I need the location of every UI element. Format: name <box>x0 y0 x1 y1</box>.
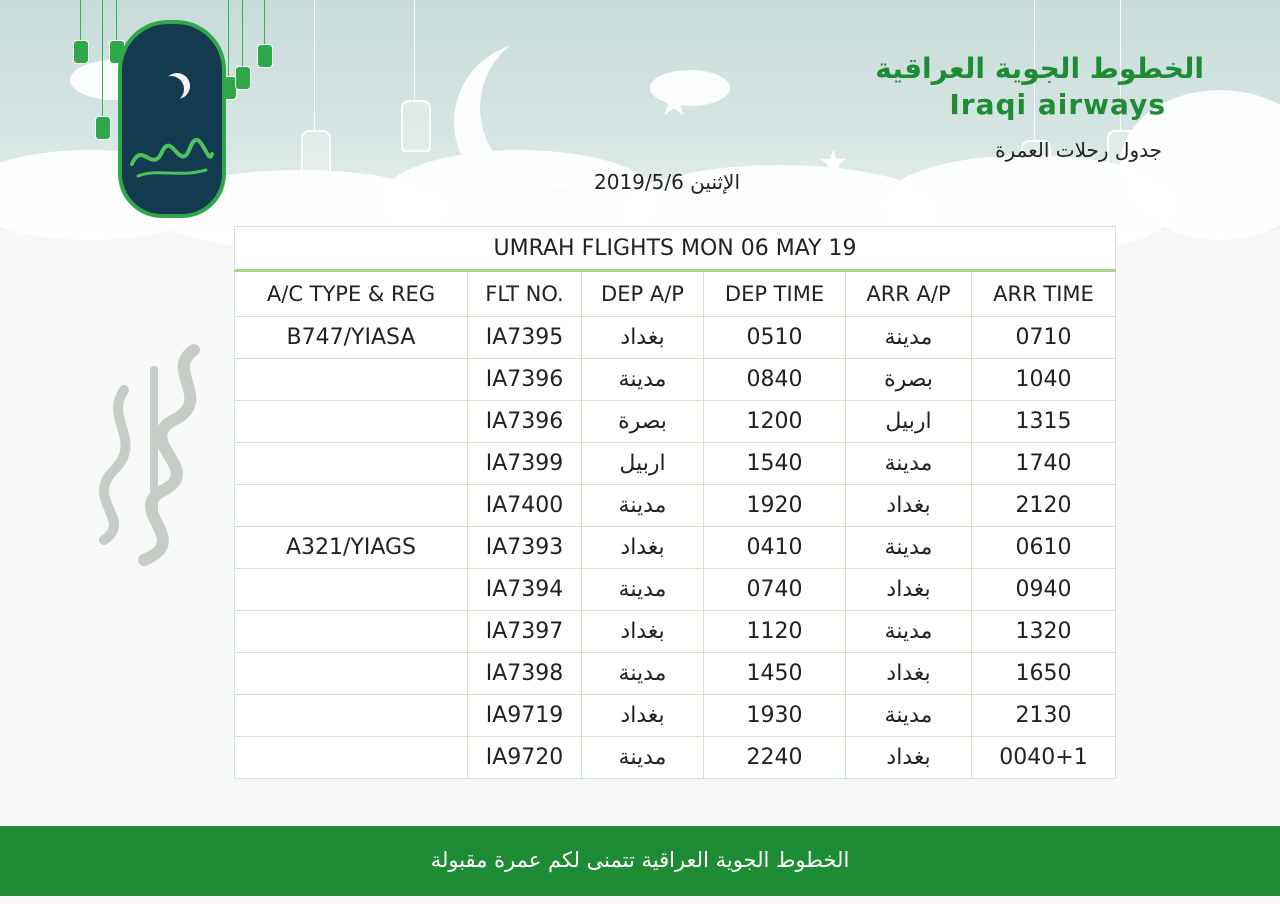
dep-ap-cell: اربيل <box>582 443 704 485</box>
arr-time-cell: 0940 <box>972 569 1116 611</box>
arr-ap-cell: مدينة <box>846 527 972 569</box>
dep-ap-cell: مدينة <box>582 359 704 401</box>
arr-time-cell: 1320 <box>972 611 1116 653</box>
arr-ap-cell: بغداد <box>846 485 972 527</box>
green-lantern-icon <box>95 116 111 140</box>
dep-time-cell: 1120 <box>704 611 846 653</box>
column-header: DEP TIME <box>704 271 846 317</box>
dep-time-cell: 0740 <box>704 569 846 611</box>
ac-cell <box>235 737 468 779</box>
arr-ap-cell: بغداد <box>846 737 972 779</box>
dep-time-cell: 0840 <box>704 359 846 401</box>
dep-time-cell: 2240 <box>704 737 846 779</box>
crescent-moon-icon <box>480 28 640 188</box>
star-icon: ★ <box>1196 93 1223 128</box>
arr-ap-cell: مدينة <box>846 317 972 359</box>
lantern-string <box>228 0 229 76</box>
ac-cell <box>235 401 468 443</box>
flt-cell: IA7397 <box>468 611 582 653</box>
page-subtitle: جدول رحلات العمرة <box>995 138 1162 162</box>
dep-time-cell: 1450 <box>704 653 846 695</box>
column-header: FLT NO. <box>468 271 582 317</box>
ac-cell <box>235 359 468 401</box>
dep-ap-cell: بغداد <box>582 611 704 653</box>
dep-ap-cell: بغداد <box>582 317 704 359</box>
dep-time-cell: 1920 <box>704 485 846 527</box>
table-row <box>235 569 1116 611</box>
lantern-string <box>314 0 315 130</box>
ac-cell <box>235 569 468 611</box>
column-header: ARR A/P <box>846 271 972 317</box>
umrah-flights-table <box>234 226 1116 779</box>
arr-ap-cell: مدينة <box>846 611 972 653</box>
column-header: DEP A/P <box>582 271 704 317</box>
table-row <box>235 317 1116 359</box>
flt-cell: IA7396 <box>468 359 582 401</box>
brand-logo-english: Iraqi airways <box>949 88 1166 121</box>
dep-ap-cell: بصرة <box>582 401 704 443</box>
ac-cell <box>235 653 468 695</box>
lantern-string <box>414 0 415 100</box>
arr-ap-cell: مدينة <box>846 443 972 485</box>
ac-cell: A321/YIAGS <box>235 527 468 569</box>
arr-ap-cell: بغداد <box>846 569 972 611</box>
flt-cell: IA9719 <box>468 695 582 737</box>
lantern-icon <box>401 100 431 152</box>
arr-time-cell: 0040+1 <box>972 737 1116 779</box>
lantern-string <box>116 0 117 40</box>
ramadan-badge <box>118 20 226 218</box>
arr-time-cell: 2130 <box>972 695 1116 737</box>
arr-time-cell: 2120 <box>972 485 1116 527</box>
star-icon: ★ <box>656 79 692 125</box>
dep-time-cell: 1540 <box>704 443 846 485</box>
lantern-icon <box>301 130 331 182</box>
table-row <box>235 611 1116 653</box>
dep-time-cell: 1200 <box>704 401 846 443</box>
table-row <box>235 737 1116 779</box>
ramadan-calligraphy-icon <box>128 134 216 182</box>
header-banner <box>0 0 1280 230</box>
arr-time-cell: 1740 <box>972 443 1116 485</box>
flt-cell: IA7399 <box>468 443 582 485</box>
table-header-row <box>235 271 1116 317</box>
table-row <box>235 485 1116 527</box>
lantern-string <box>264 0 265 44</box>
crescent-icon <box>158 76 184 102</box>
dep-ap-cell: بغداد <box>582 695 704 737</box>
dep-ap-cell: بغداد <box>582 527 704 569</box>
table-row <box>235 401 1116 443</box>
flt-cell: IA7400 <box>468 485 582 527</box>
arr-ap-cell: مدينة <box>846 695 972 737</box>
lantern-string <box>102 0 103 116</box>
dep-ap-cell: مدينة <box>582 485 704 527</box>
table-row <box>235 695 1116 737</box>
bottom-margin <box>0 896 1280 904</box>
table-row <box>235 653 1116 695</box>
dep-ap-cell: مدينة <box>582 737 704 779</box>
flt-cell: IA7396 <box>468 401 582 443</box>
flt-cell: IA9720 <box>468 737 582 779</box>
flt-cell: IA7395 <box>468 317 582 359</box>
arr-time-cell: 1040 <box>972 359 1116 401</box>
green-lantern-icon <box>235 66 251 90</box>
green-lantern-icon <box>73 40 89 64</box>
arr-time-cell: 1650 <box>972 653 1116 695</box>
dep-ap-cell: مدينة <box>582 653 704 695</box>
arr-ap-cell: بصرة <box>846 359 972 401</box>
brand-logo-arabic: الخطوط الجوية العراقية <box>875 52 1204 85</box>
column-header: A/C TYPE & REG <box>235 271 468 317</box>
lantern-string <box>80 0 81 40</box>
flt-cell: IA7393 <box>468 527 582 569</box>
dep-time-cell: 0510 <box>704 317 846 359</box>
ac-cell <box>235 485 468 527</box>
star-icon: ★ <box>818 143 849 183</box>
flt-cell: IA7394 <box>468 569 582 611</box>
ramadan-calligraphy-watermark-icon <box>84 330 234 570</box>
ac-cell <box>235 443 468 485</box>
arr-time-cell: 1315 <box>972 401 1116 443</box>
flt-cell: IA7398 <box>468 653 582 695</box>
ac-cell <box>235 611 468 653</box>
table-row <box>235 359 1116 401</box>
ac-cell <box>235 695 468 737</box>
table-title: UMRAH FLIGHTS MON 06 MAY 19 <box>235 227 1116 271</box>
lantern-string <box>242 0 243 66</box>
table-title-row <box>235 227 1116 271</box>
arr-time-cell: 0710 <box>972 317 1116 359</box>
arr-time-cell: 0610 <box>972 527 1116 569</box>
schedule-date: الإثنين 2019/5/6 <box>594 170 741 194</box>
table-row <box>235 527 1116 569</box>
dep-time-cell: 0410 <box>704 527 846 569</box>
column-header: ARR TIME <box>972 271 1116 317</box>
footer-message: الخطوط الجوية العراقية تتمنى لكم عمرة مقبولة <box>430 848 850 872</box>
arr-ap-cell: اربيل <box>846 401 972 443</box>
dep-time-cell: 1930 <box>704 695 846 737</box>
table-row <box>235 443 1116 485</box>
arr-ap-cell: بغداد <box>846 653 972 695</box>
dep-ap-cell: مدينة <box>582 569 704 611</box>
footer-banner <box>0 826 1280 896</box>
green-lantern-icon <box>257 44 273 68</box>
ac-cell: B747/YIASA <box>235 317 468 359</box>
